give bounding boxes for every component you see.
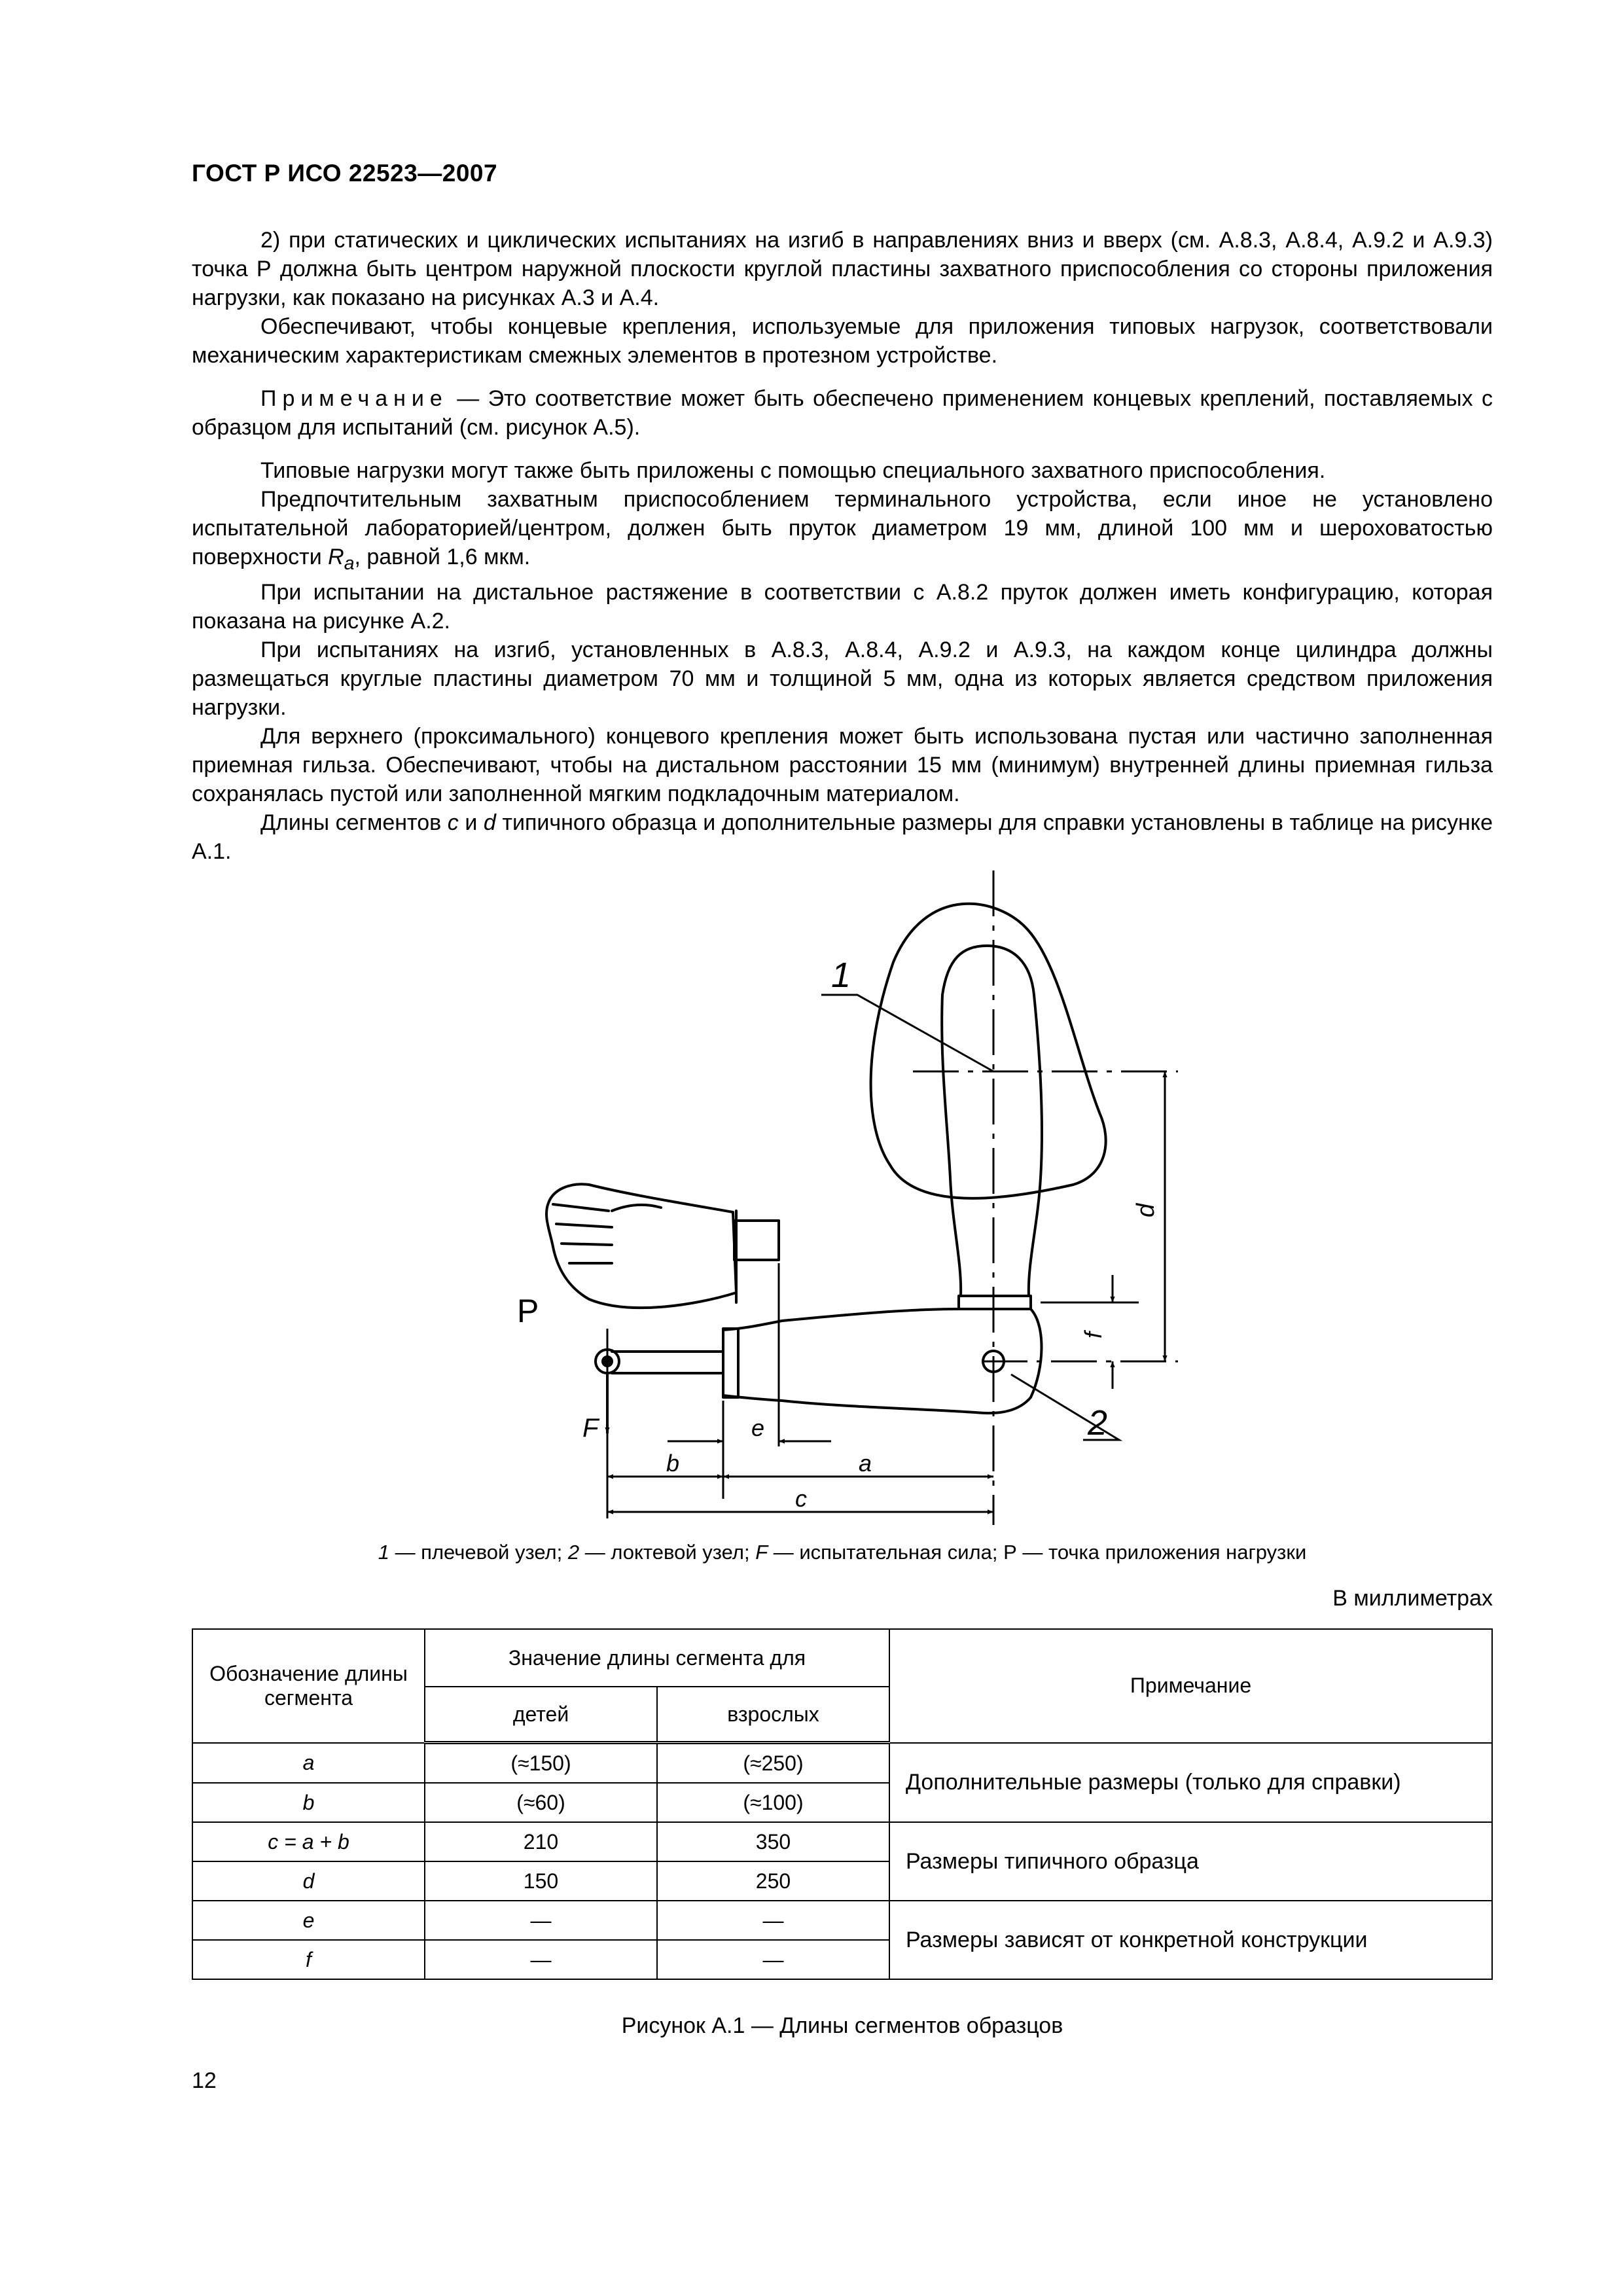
segment-cell: f: [192, 1940, 425, 1979]
label-e: e: [751, 1414, 765, 1441]
children-cell: (≈150): [425, 1743, 657, 1784]
paragraph: При испытаниях на изгиб, установленных в А.8.3, А.8.4, А.9.2 и А.9.3, на каждом конце цилиндра должны размещаться круглые пластины диаметром 70 мм и толщиной 5 мм, одна из которых является средством приложения нагрузки.: [192, 637, 1493, 720]
page-number: 12: [192, 2068, 217, 2093]
legend-item: 1: [378, 1541, 389, 1564]
paragraph: При испытании на дистальное растяжение в соответствии с А.8.2 пруток должен иметь конфигурацию, которая показана на рисунке А.2.: [192, 579, 1493, 634]
segment-cell: c = a + b: [192, 1822, 425, 1861]
label-a: a: [859, 1450, 872, 1477]
children-cell: 210: [425, 1822, 657, 1861]
label-one: 1: [831, 956, 851, 995]
children-cell: (≈60): [425, 1783, 657, 1822]
col-header-designation: Обозначение длины сегмента: [192, 1629, 425, 1743]
units-label: В миллиметрах: [1332, 1586, 1493, 1611]
note-cell: Дополнительные размеры (только для справки): [889, 1743, 1492, 1823]
legend-item: 2: [567, 1541, 580, 1564]
elbow-pivot: [983, 1351, 1004, 1372]
shoulder-socket-outline: [871, 904, 1106, 1198]
legend-item: F: [755, 1541, 768, 1564]
note-label: Примечание: [260, 386, 448, 411]
forearm-body: [723, 1309, 1042, 1413]
note-cell: Размеры зависят от конкретной конструкции: [889, 1901, 1492, 1979]
legend-item: — плечевой узел;: [389, 1541, 568, 1564]
text-part: Длины сегментов: [260, 810, 448, 835]
children-cell: —: [425, 1940, 657, 1979]
table-row: [192, 1743, 1492, 1784]
figure-caption: Рисунок А.1 — Длины сегментов образцов: [621, 2013, 1063, 2038]
label-two: 2: [1088, 1403, 1108, 1443]
elbow-band: [959, 1296, 1031, 1309]
paragraph: Обеспечивают, чтобы концевые крепления, используемые для приложения типовых нагрузок, соответствовали механическим характеристикам смежных элементов в протезном устройстве.: [192, 314, 1493, 368]
note-cell: Размеры типичного образца: [889, 1822, 1492, 1901]
col-header-group: Значение длины сегмента для: [425, 1629, 889, 1687]
adults-cell: 350: [657, 1822, 889, 1861]
legend-item: — локтевой узел;: [579, 1541, 756, 1564]
roughness-tail: , равной 1,6 мкм.: [354, 545, 531, 569]
paragraph: Для верхнего (проксимального) концевого крепления может быть использована пустая или частично заполненная приемная гильза. Обеспечивают, чтобы на дистальном расстоянии 15 мм (минимум) внутренней длины приемная гильза сохранялась пустой или заполненной мягким подкладочным материалом.: [192, 723, 1493, 806]
roughness-paragraph: [192, 485, 1493, 578]
hand-outline: [546, 1184, 736, 1308]
segment-cell: b: [192, 1783, 425, 1822]
body-text: [192, 226, 1493, 866]
roughness-subscript: a: [344, 552, 355, 574]
label-f: f: [1080, 1331, 1107, 1338]
col-header-note: Примечание: [889, 1629, 1492, 1743]
adults-cell: (≈100): [657, 1783, 889, 1822]
adults-cell: —: [657, 1901, 889, 1940]
paragraph: 2) при статических и циклических испытаниях на изгиб в направлениях вниз и вверх (см. А.8.3, А.8.4, А.9.2 и А.9.3) точка Р должна быть центром наружной плоскости круглой пластины захватного приспособления со стороны приложения нагрузки, как показано на рисунках А.3 и А.4.: [192, 228, 1493, 310]
adults-cell: —: [657, 1940, 889, 1979]
text-part: и: [458, 810, 484, 835]
label-force: F: [582, 1414, 599, 1443]
wrist-adapter: [723, 1329, 738, 1397]
segment-d-label: d: [483, 810, 496, 835]
table-row: [192, 1901, 1492, 1940]
label-c: c: [795, 1485, 807, 1512]
adults-cell: (≈250): [657, 1743, 889, 1784]
col-header-adults: взрослых: [657, 1687, 889, 1743]
adults-cell: 250: [657, 1861, 889, 1901]
last-paragraph: [192, 808, 1493, 866]
document-header: ГОСТ Р ИСО 22523—2007: [192, 160, 498, 187]
label-b: b: [666, 1450, 680, 1477]
label-p: P: [517, 1293, 539, 1329]
note-paragraph: [192, 384, 1493, 442]
text-part: типичного образца и дополнительные размеры для справки установлены в таблице на рисунке А.1.: [192, 810, 1493, 864]
upper-arm-tube: [942, 946, 1042, 1296]
segment-c-label: c: [447, 810, 459, 835]
segment-table: [192, 1628, 1493, 1980]
legend-item: — испытательная сила; Р — точка приложения нагрузки: [768, 1541, 1307, 1564]
figure-legend: [192, 1541, 1493, 1564]
paragraph: Типовые нагрузки могут также быть приложены с помощью специального захватного приспособления.: [260, 458, 1326, 483]
label-d: d: [1132, 1203, 1160, 1217]
segment-cell: a: [192, 1743, 425, 1784]
table-row: [192, 1822, 1492, 1861]
load-point: [596, 1350, 619, 1373]
children-cell: 150: [425, 1861, 657, 1901]
children-cell: —: [425, 1901, 657, 1940]
note-text: — Это соответствие может быть обеспечено применением концевых креплений, поставляемых с образцом для испытаний (см. рисунок А.5).: [192, 386, 1493, 440]
roughness-symbol: R: [328, 545, 344, 569]
hand-wrist-block: [734, 1221, 779, 1260]
col-header-children: детей: [425, 1687, 657, 1743]
paragraph-text: Предпочтительным захватным приспособлением терминального устройства, если иное не установлено испытательной лабораторией/центром, должен быть пруток диаметром 19 мм, длиной 100 мм и шероховатостью поверхности: [192, 487, 1493, 569]
segment-cell: d: [192, 1861, 425, 1901]
segment-cell: e: [192, 1901, 425, 1940]
